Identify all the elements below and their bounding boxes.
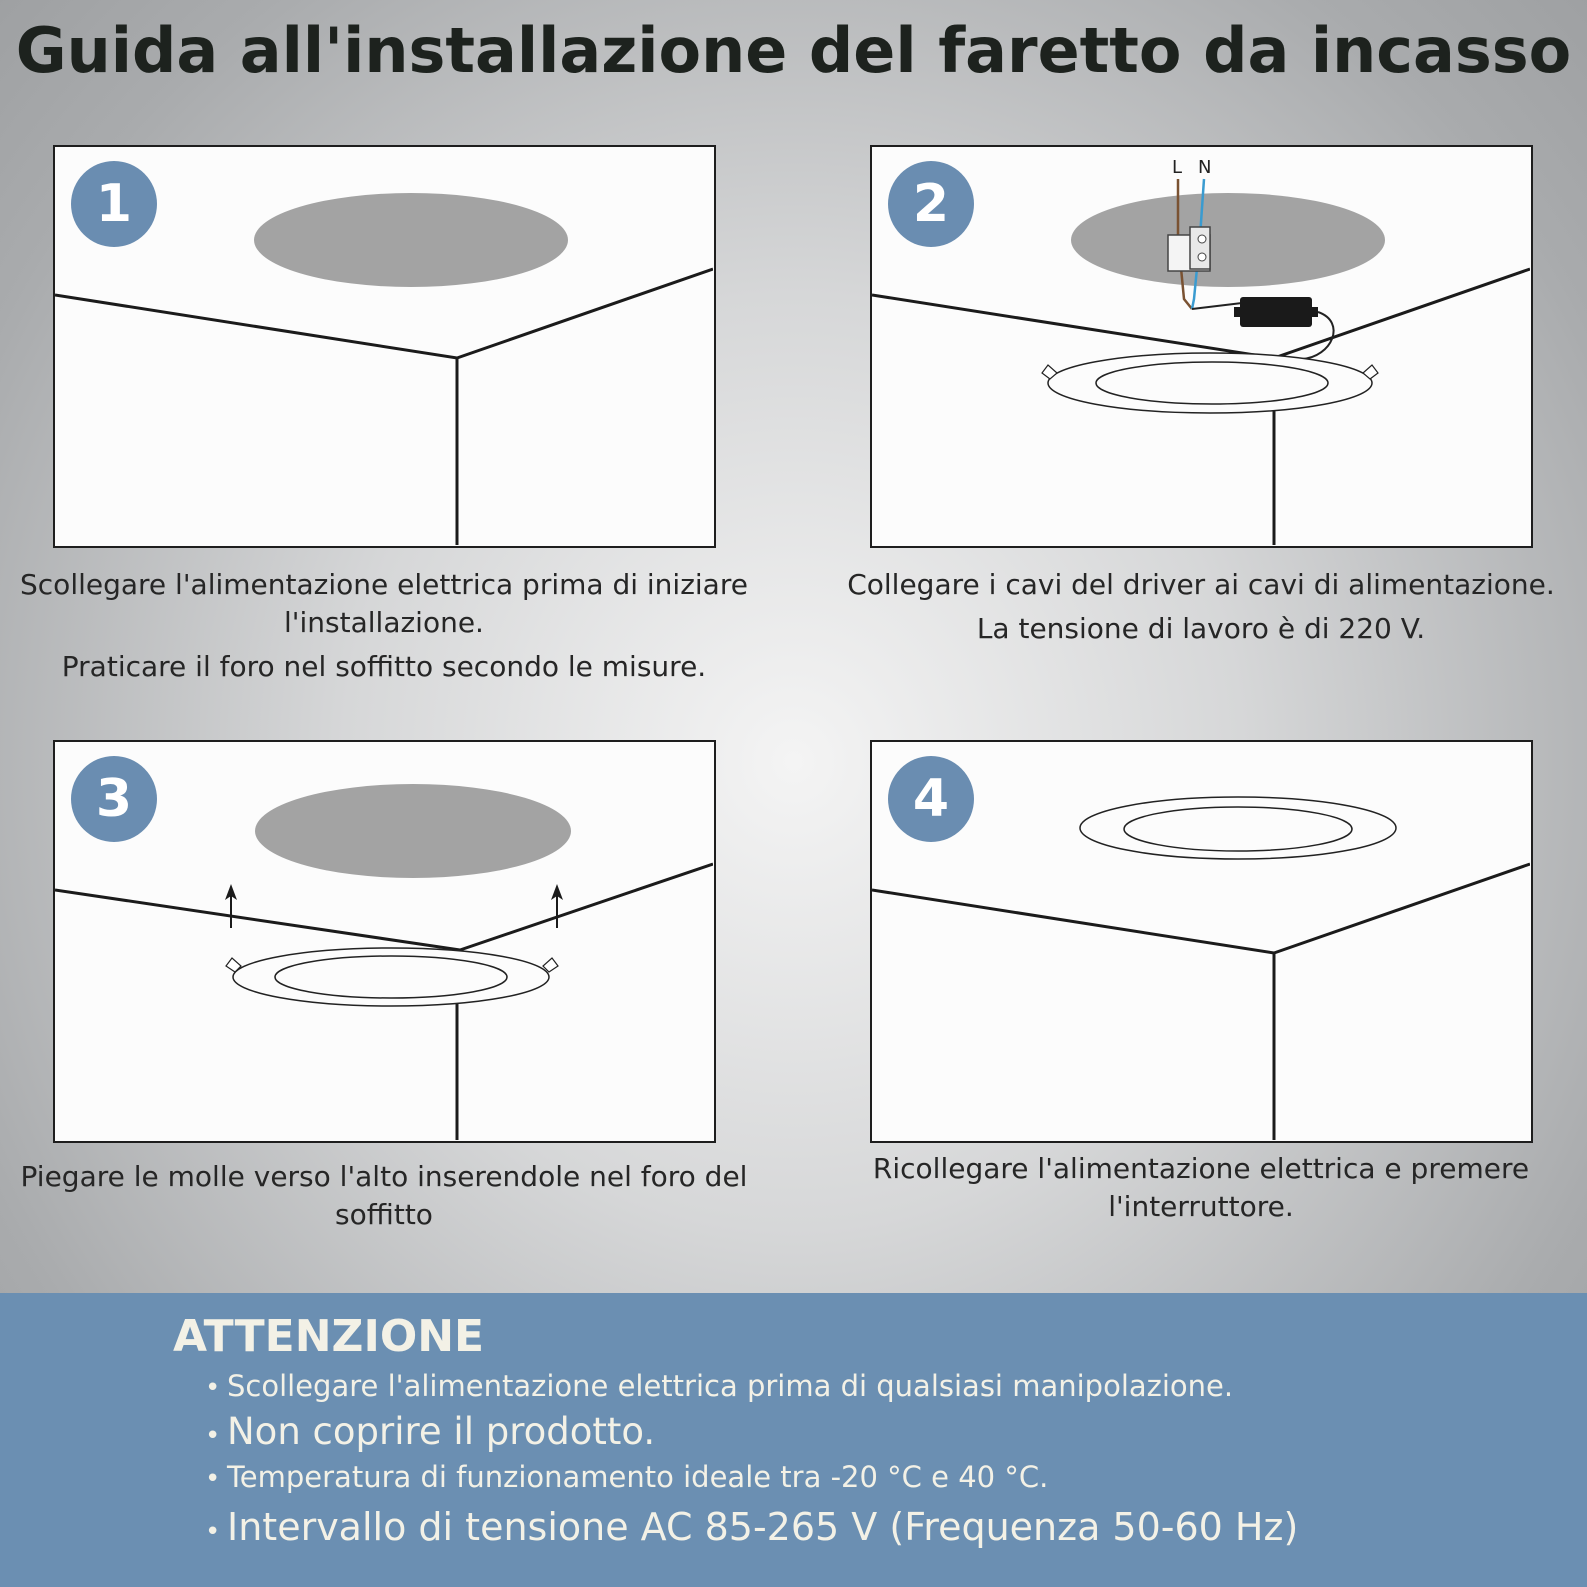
ceiling-hole	[254, 193, 568, 287]
step-3-caption	[14, 1158, 754, 1234]
arrow-up-icon	[551, 884, 563, 928]
step-1-caption-line-2: Praticare il foro nel soffitto secondo le misure.	[61, 650, 707, 683]
downlight-icon	[1042, 353, 1378, 413]
step-3-caption-line-1: Piegare le molle verso l'alto inserendole nel foro del soffitto	[20, 1160, 748, 1231]
step-1-caption	[14, 566, 754, 686]
warning-item-text: Scollegare l'alimentazione elettrica prima di qualsiasi manipolazione.	[227, 1369, 1234, 1403]
warning-item	[205, 1363, 1298, 1409]
step-3-panel	[53, 740, 716, 1143]
warning-item-text: Temperatura di funzionamento ideale tra -20 °C e 40 °C.	[227, 1460, 1049, 1494]
step-1-panel	[53, 145, 716, 548]
step-4-caption	[831, 1150, 1571, 1226]
warning-item	[205, 1455, 1298, 1499]
warning-item-text: Non coprire il prodotto.	[227, 1410, 656, 1453]
step-4-caption-line-1: Ricollegare l'alimentazione elettrica e premere l'interruttore.	[872, 1152, 1530, 1223]
step-4-badge: 4	[888, 756, 974, 842]
warning-list	[205, 1363, 1298, 1555]
step-2-badge: 2	[888, 161, 974, 247]
downlight-icon	[226, 948, 558, 1006]
arrow-up-icon	[225, 884, 237, 928]
step-2-caption	[831, 566, 1571, 648]
ceiling-hole	[255, 784, 571, 878]
page-title: Guida all'installazione del faretto da incasso	[15, 14, 1572, 87]
ceiling-edge	[872, 864, 1530, 953]
step-1-caption-line-1: Scollegare l'alimentazione elettrica prima di iniziare l'installazione.	[20, 568, 748, 639]
warning-section	[0, 1293, 1587, 1587]
warning-item-text: Intervallo di tensione AC 85-265 V (Frequenza 50-60 Hz)	[227, 1505, 1299, 1549]
step-1-badge: 1	[71, 161, 157, 247]
wire-label-live: L	[1172, 157, 1183, 178]
warning-item	[205, 1409, 1298, 1455]
warning-title: ATTENZIONE	[173, 1311, 485, 1362]
warning-item	[205, 1499, 1298, 1555]
wire-label-neutral: N	[1198, 157, 1212, 178]
installed-downlight-icon	[1080, 797, 1396, 859]
step-2-panel	[870, 145, 1533, 548]
step-2-caption-line-1: Collegare i cavi del driver ai cavi di alimentazione.	[847, 568, 1555, 601]
step-2-caption-line-2: La tensione di lavoro è di 220 V.	[976, 612, 1426, 645]
driver-box-icon	[1234, 297, 1318, 327]
step-3-badge: 3	[71, 756, 157, 842]
ceiling-hole	[1071, 193, 1385, 287]
step-4-panel	[870, 740, 1533, 1143]
